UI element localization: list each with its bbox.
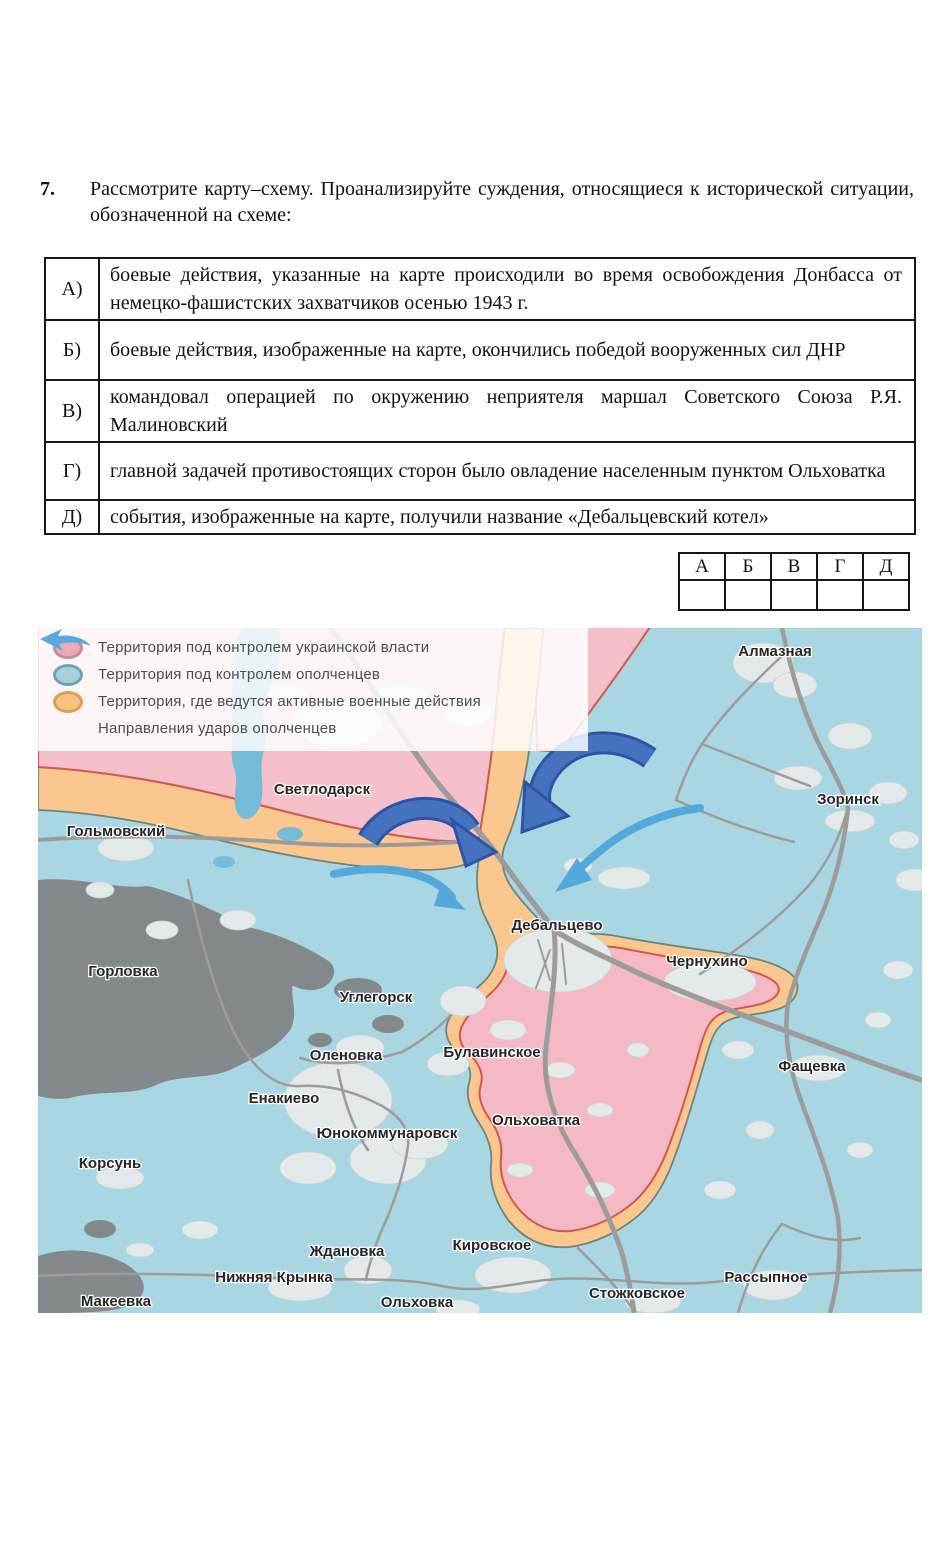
map-label-Алмазная: Алмазная: [738, 643, 812, 660]
question-text: Рассмотрите карту–схему. Проанализируйте суждения, относящиеся к исторической ситуации, обозначенной на схеме:: [90, 178, 914, 227]
answer-value-cell: [771, 580, 817, 610]
legend-label: Территория под контролем ополченцев: [98, 666, 381, 683]
territory-swatch: [53, 691, 83, 713]
map-label-Нижняя Крынка: Нижняя Крынка: [215, 1269, 333, 1286]
answer-table: [678, 552, 910, 611]
statement-letter: Д): [45, 500, 99, 534]
map-label-Гольмовский: Гольмовский: [66, 823, 166, 840]
map-label-Углегорск: Углегорск: [339, 989, 413, 1006]
legend-item-4: [38, 715, 588, 742]
question-block: [40, 176, 914, 229]
answer-header-cell: Б: [725, 553, 771, 580]
answer-header-cell: Г: [817, 553, 863, 580]
answer-value-row: [679, 580, 909, 610]
answer-value-cell: [817, 580, 863, 610]
map-label-Юнокоммунаровск: Юнокоммунаровск: [316, 1125, 458, 1142]
legend-swatch-icon: [38, 691, 98, 713]
statement-text: боевые действия, указанные на карте происходили во время освобождения Донбасса от немецко-фашистских захватчиков осенью 1943 г.: [99, 258, 915, 320]
map-label-Рассыпное: Рассыпное: [724, 1269, 808, 1286]
legend-item-2: [38, 661, 588, 688]
answer-value-cell: [679, 580, 725, 610]
answer-header-cell: В: [771, 553, 817, 580]
legend-label: Направления ударов ополченцев: [98, 720, 337, 737]
map-label-Светлодарск: Светлодарск: [273, 781, 371, 798]
legend-item-1: [38, 634, 588, 661]
statement-row-1: [45, 258, 915, 320]
answer-value-cell: [725, 580, 771, 610]
statement-row-3: [45, 380, 915, 442]
statement-row-2: [45, 320, 915, 380]
answer-header-row: [679, 553, 909, 580]
answer-value-cell: [863, 580, 909, 610]
statement-row-4: [45, 442, 915, 500]
answer-header-cell: А: [679, 553, 725, 580]
battle-map: [38, 628, 922, 1313]
map-label-Булавинское: Булавинское: [443, 1044, 541, 1061]
statement-letter: А): [45, 258, 99, 320]
map-label-Стожковское: Стожковское: [588, 1285, 686, 1302]
answer-header-cell: Д: [863, 553, 909, 580]
legend-label: Территория под контролем украинской власти: [98, 639, 430, 656]
map-label-Корсунь: Корсунь: [78, 1155, 142, 1172]
statement-text: главной задачей противостоящих сторон было овладение населенным пунктом Ольховатка: [99, 442, 915, 500]
statement-letter: Б): [45, 320, 99, 380]
statement-text: командовал операцией по окружению неприятеля маршал Советского Союза Р.Я. Малиновский: [99, 380, 915, 442]
map-label-Оленовка: Оленовка: [309, 1047, 383, 1064]
map-label-Зоринск: Зоринск: [817, 791, 879, 808]
legend-item-3: [38, 688, 588, 715]
map-label-Фащевка: Фащевка: [778, 1058, 846, 1075]
statements-table: [44, 257, 916, 535]
territory-swatch: [53, 664, 83, 686]
map-label-Енакиево: Енакиево: [248, 1090, 320, 1107]
map-label-Чернухино: Чернухино: [666, 953, 748, 970]
statement-row-5: [45, 500, 915, 534]
map-legend: [38, 628, 588, 751]
map-label-Ольховка: Ольховка: [380, 1294, 454, 1311]
map-label-Дебальцево: Дебальцево: [511, 917, 603, 934]
legend-label: Территория, где ведутся активные военные действия: [98, 693, 481, 710]
legend-swatch-icon: [38, 664, 98, 686]
statement-letter: В): [45, 380, 99, 442]
map-label-Ждановка: Ждановка: [309, 1243, 385, 1260]
map-label-Ольховатка: Ольховатка: [492, 1112, 580, 1129]
statement-text: события, изображенные на карте, получили название «Дебальцевский котел»: [99, 500, 915, 534]
question-number: 7.: [40, 178, 55, 200]
map-label-Кировское: Кировское: [452, 1237, 532, 1254]
statement-letter: Г): [45, 442, 99, 500]
statement-text: боевые действия, изображенные на карте, окончились победой вооруженных сил ДНР: [99, 320, 915, 380]
map-label-Макеевка: Макеевка: [80, 1293, 152, 1310]
map-label-Горловка: Горловка: [88, 963, 158, 980]
